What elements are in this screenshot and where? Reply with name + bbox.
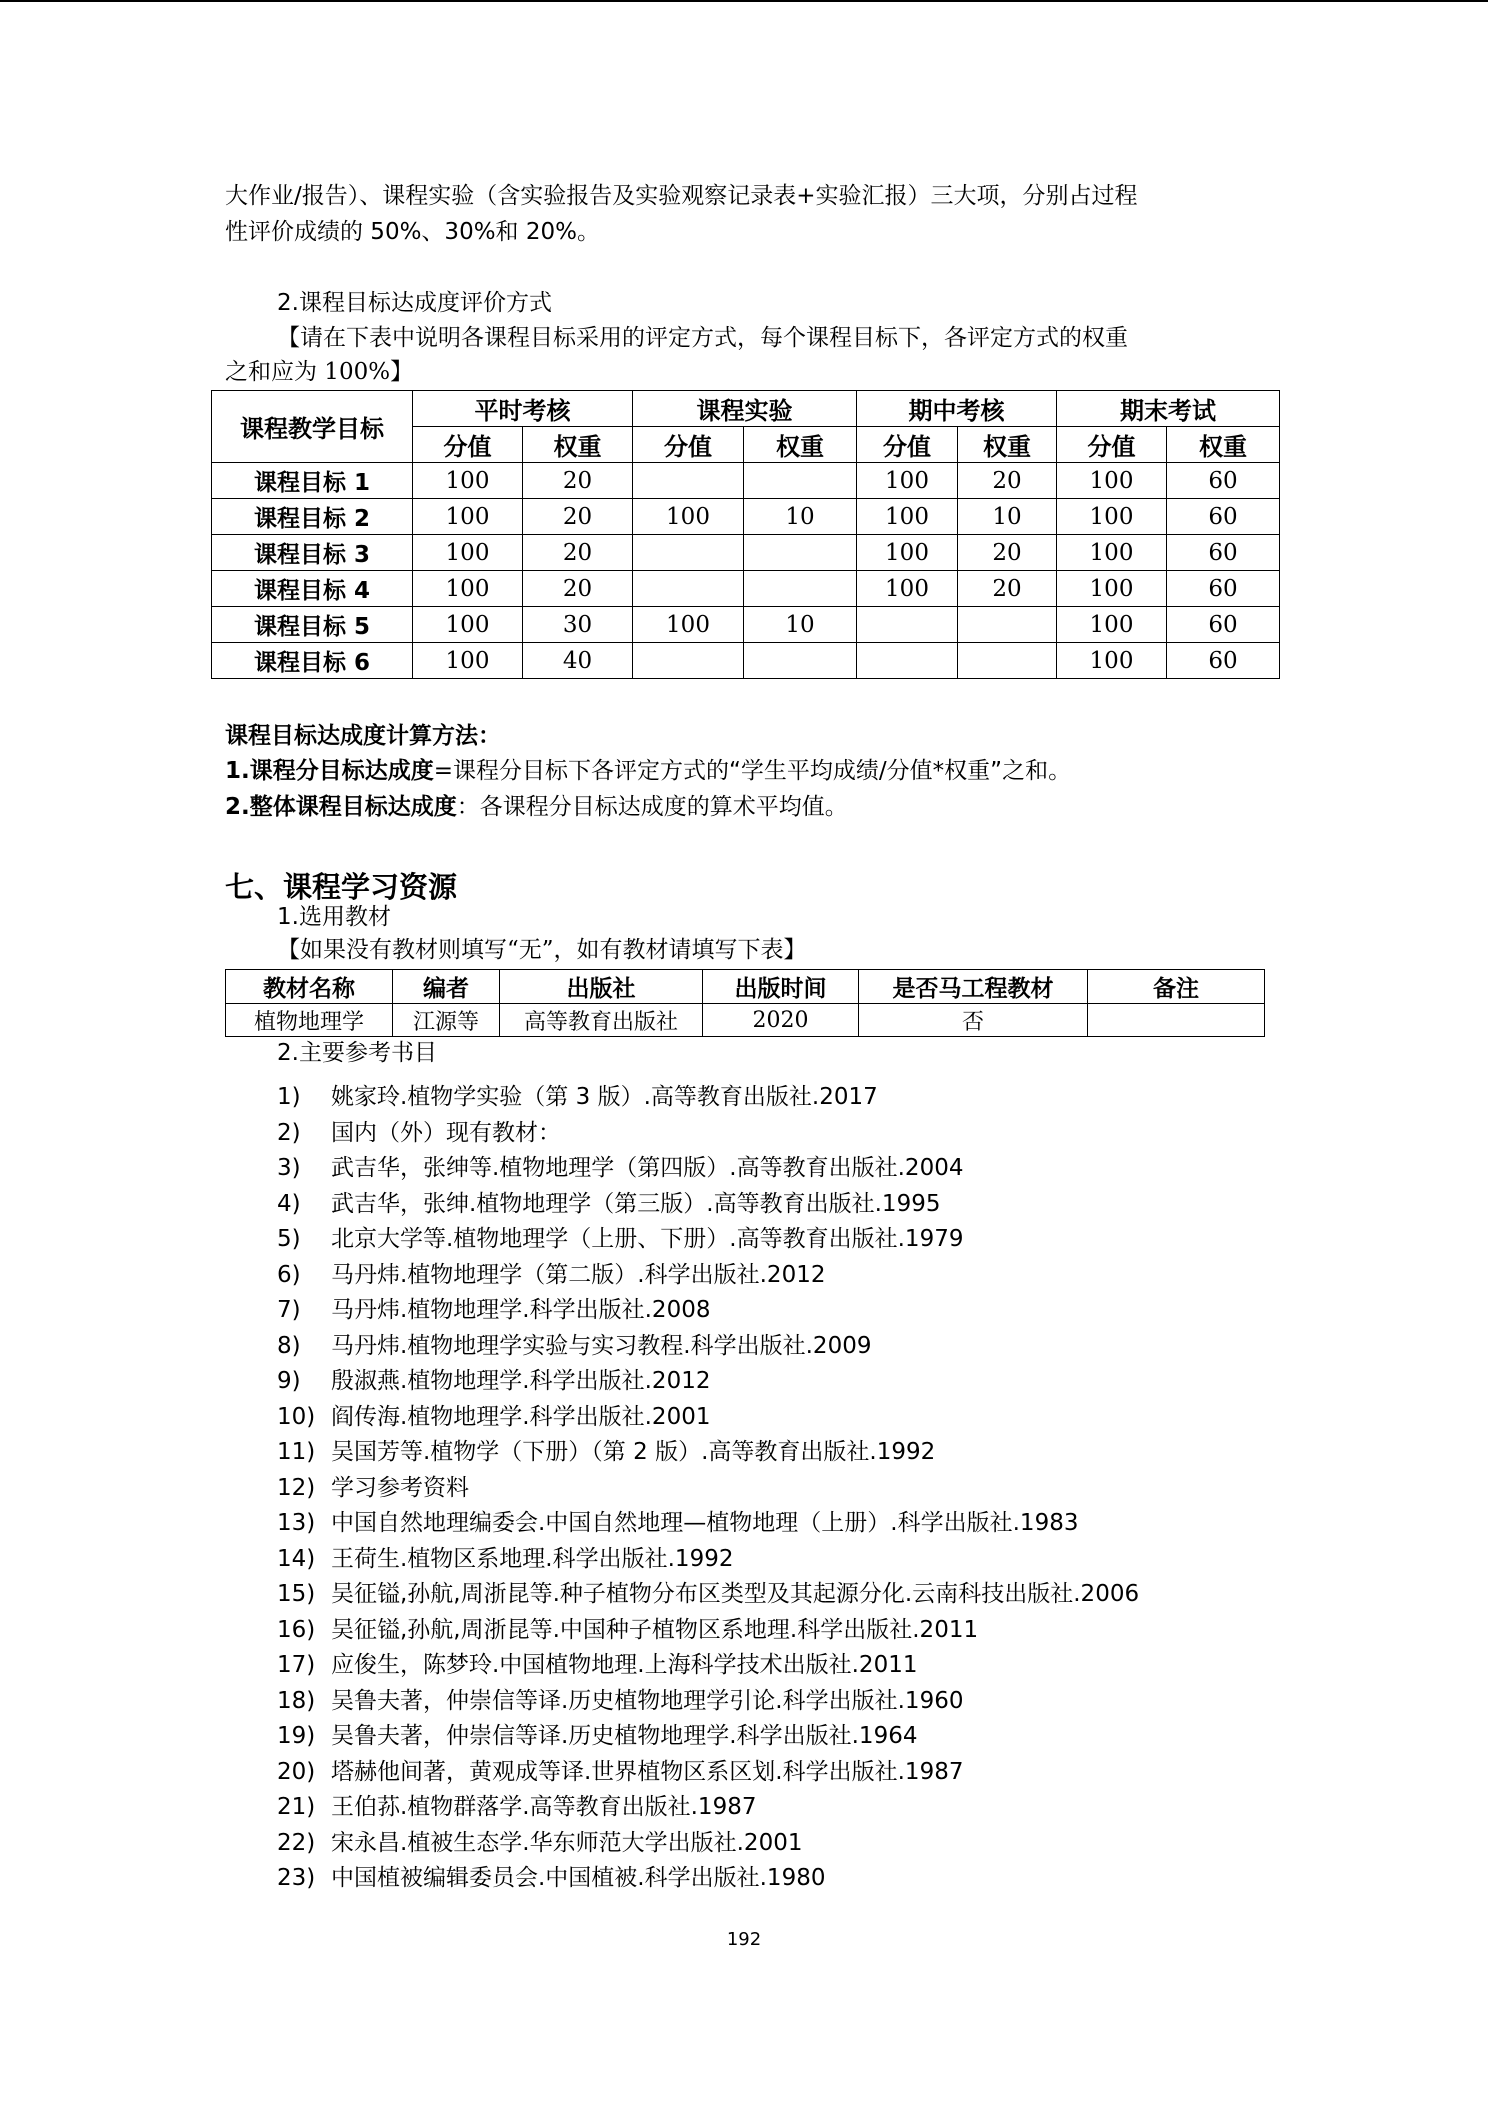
score-subheader: 分值: [857, 427, 958, 463]
list-item: [277, 1078, 878, 1111]
reference-number: 7): [277, 1297, 301, 1323]
calc-line-1-definition: =课程分目标下各评定方式的“学生平均成绩/分值*权重”之和。: [433, 758, 1072, 784]
list-item: [277, 1611, 978, 1644]
list-item: [277, 1362, 710, 1395]
score-cell: [857, 643, 958, 679]
reference-text: 武吉华，张绅.植物地理学（第三版）.高等教育出版社.1995: [331, 1190, 941, 1217]
reference-text: 应俊生，陈梦玲.中国植物地理.上海科学技术出版社.2011: [331, 1652, 918, 1678]
table-row: [212, 499, 1280, 535]
weight-cell: 20: [958, 463, 1057, 499]
score-cell: 100: [413, 499, 523, 535]
weight-cell: 60: [1167, 643, 1280, 679]
score-cell: 100: [1057, 571, 1167, 607]
page-top-border: [0, 0, 1488, 2]
reference-number: 17): [277, 1652, 316, 1678]
list-item: [277, 1824, 802, 1857]
list-item: [277, 1575, 1139, 1608]
textbook-header-name: 教材名称: [226, 970, 393, 1004]
reference-text: 王荷生.植物区系地理.科学出版社.1992: [331, 1545, 734, 1572]
goal-cell: 课程目标 6: [212, 643, 413, 679]
score-cell: 100: [413, 643, 523, 679]
table-row: [226, 1004, 1265, 1037]
weight-cell: 20: [958, 571, 1057, 607]
table-row: [212, 607, 1280, 643]
score-subheader: 分值: [1057, 427, 1167, 463]
page-number: 192: [726, 1929, 762, 1950]
textbook-header-year: 出版时间: [703, 970, 859, 1004]
score-cell: 100: [633, 607, 744, 643]
eval-group-header: 课程实验: [633, 391, 857, 427]
reference-text: 马丹炜.植物地理学（第二版）.科学出版社.2012: [331, 1261, 826, 1288]
list-item: [277, 1149, 963, 1182]
goal-cell: 课程目标 2: [212, 499, 413, 535]
intro-line-2: 性评价成绩的 50%、30%和 20%。: [225, 219, 600, 245]
weight-subheader: 权重: [523, 427, 633, 463]
textbook-heading: 1.选用教材: [277, 904, 391, 930]
weight-cell: 20: [958, 535, 1057, 571]
reference-number: 16): [277, 1616, 316, 1643]
reference-text: 武吉华，张绅等.植物地理学（第四版）.高等教育出版社.2004: [331, 1155, 964, 1181]
score-cell: [857, 607, 958, 643]
weight-cell: [744, 535, 857, 571]
table-row: [212, 535, 1280, 571]
table-row: [212, 571, 1280, 607]
reference-number: 19): [277, 1723, 316, 1749]
table-row: [212, 643, 1280, 679]
score-cell: 100: [857, 571, 958, 607]
table-row: [212, 463, 1280, 499]
score-cell: 100: [413, 463, 523, 499]
reference-number: 20): [277, 1758, 316, 1785]
textbook-header-official: 是否马工程教材: [859, 970, 1088, 1004]
eval-group-header: 期中考核: [857, 391, 1057, 427]
score-cell: [633, 571, 744, 607]
intro-line-1: 大作业/报告）、课程实验（含实验报告及实验观察记录表+实验汇报）三大项，分别占过程: [225, 183, 1138, 209]
weight-cell: [958, 607, 1057, 643]
weight-cell: 60: [1167, 463, 1280, 499]
weight-cell: 60: [1167, 499, 1280, 535]
reference-number: 23): [277, 1865, 316, 1891]
goal-cell: 课程目标 1: [212, 463, 413, 499]
reference-number: 11): [277, 1439, 316, 1465]
list-item: [277, 1788, 756, 1821]
score-subheader: 分值: [413, 427, 523, 463]
reference-text: 北京大学等.植物地理学（上册、下册）.高等教育出版社.1979: [331, 1226, 964, 1252]
score-cell: 100: [413, 535, 523, 571]
reference-number: 18): [277, 1687, 316, 1714]
textbook-year-cell: 2020: [703, 1004, 859, 1037]
list-item: [277, 1327, 871, 1360]
reference-text: 王伯荪.植物群落学.高等教育出版社.1987: [331, 1794, 757, 1820]
weight-cell: 10: [744, 499, 857, 535]
weight-cell: 60: [1167, 571, 1280, 607]
reference-text: 姚家玲.植物学实验（第 3 版）.高等教育出版社.2017: [331, 1084, 878, 1110]
reference-number: 5): [277, 1226, 301, 1252]
reference-text: 中国植被编辑委员会.中国植被.科学出版社.1980: [331, 1865, 826, 1891]
reference-text: 马丹炜.植物地理学实验与实习教程.科学出版社.2009: [331, 1332, 872, 1359]
weight-cell: 10: [958, 499, 1057, 535]
textbook-table: [225, 969, 1265, 1037]
list-item: [277, 1398, 710, 1431]
score-cell: 100: [1057, 535, 1167, 571]
textbook-publisher-cell: 高等教育出版社: [500, 1004, 703, 1037]
weight-subheader: 权重: [744, 427, 857, 463]
score-cell: 100: [857, 463, 958, 499]
eval-group-header: 平时考核: [413, 391, 633, 427]
score-cell: 100: [857, 535, 958, 571]
reference-text: 殷淑燕.植物地理学.科学出版社.2012: [331, 1368, 711, 1394]
reference-number: 12): [277, 1474, 316, 1501]
reference-number: 10): [277, 1403, 316, 1430]
textbook-note: 【如果没有教材则填写“无”，如有教材请填写下表】: [277, 937, 807, 963]
score-cell: 100: [633, 499, 744, 535]
weight-cell: 30: [523, 607, 633, 643]
calc-line-2: [225, 796, 848, 819]
reference-number: 15): [277, 1581, 316, 1607]
score-cell: 100: [1057, 463, 1167, 499]
reference-text: 塔赫他间著，黄观成等译.世界植物区系区划.科学出版社.1987: [331, 1758, 964, 1785]
score-cell: [633, 535, 744, 571]
reference-number: 14): [277, 1545, 316, 1572]
references-heading: 2.主要参考书目: [277, 1040, 437, 1066]
reference-number: 3): [277, 1155, 301, 1181]
textbook-header-remarks: 备注: [1088, 970, 1265, 1004]
list-item: [277, 1540, 733, 1573]
reference-text: 吴国芳等.植物学（下册）（第 2 版）.高等教育出版社.1992: [331, 1439, 936, 1465]
reference-text: 学习参考资料: [331, 1474, 469, 1501]
calc-line-2-definition: ：各课程分目标达成度的算术平均值。: [456, 794, 848, 820]
weight-cell: 20: [523, 535, 633, 571]
weight-cell: 20: [523, 499, 633, 535]
goal-cell: 课程目标 4: [212, 571, 413, 607]
list-item: [277, 1504, 1078, 1537]
evaluation-table-body: [212, 463, 1280, 679]
reference-number: 13): [277, 1510, 316, 1536]
textbook-official-cell: 否: [859, 1004, 1088, 1037]
reference-number: 21): [277, 1794, 316, 1820]
calc-method-title: 课程目标达成度计算方法：: [225, 723, 501, 749]
score-cell: 100: [1057, 499, 1167, 535]
reference-number: 8): [277, 1332, 301, 1359]
reference-number: 6): [277, 1261, 301, 1288]
section-2-note-line-1: 【请在下表中说明各课程目标采用的评定方式，每个课程目标下，各评定方式的权重: [277, 325, 1128, 351]
reference-text: 吴鲁夫著，仲崇信等译.历史植物地理学引论.科学出版社.1960: [331, 1687, 964, 1714]
weight-cell: [744, 463, 857, 499]
list-item: [277, 1753, 963, 1786]
score-cell: 100: [413, 571, 523, 607]
section-7-heading: 七、课程学习资源: [225, 870, 458, 904]
eval-group-header: 期末考试: [1057, 391, 1280, 427]
score-subheader: 分值: [633, 427, 744, 463]
calc-line-1: [225, 760, 1071, 783]
reference-text: 吴征镒,孙航,周浙昆等.种子植物分布区类型及其起源分化.云南科技出版社.2006: [331, 1581, 1140, 1607]
reference-number: 2): [277, 1119, 301, 1146]
score-cell: 100: [1057, 607, 1167, 643]
eval-table-corner-header: 课程教学目标: [212, 391, 413, 463]
calc-line-2-term: 2.整体课程目标达成度: [225, 794, 457, 820]
list-item: [277, 1469, 469, 1502]
weight-cell: [744, 643, 857, 679]
list-item: [277, 1256, 825, 1289]
list-item: [277, 1114, 561, 1147]
weight-cell: 60: [1167, 607, 1280, 643]
textbook-name-cell: 植物地理学: [226, 1004, 393, 1037]
score-cell: [633, 463, 744, 499]
weight-cell: 40: [523, 643, 633, 679]
goal-cell: 课程目标 3: [212, 535, 413, 571]
calc-line-1-term: 1.课程分目标达成度: [225, 758, 434, 784]
list-item: [277, 1220, 963, 1253]
section-2-note-line-2: 之和应为 100%】: [225, 359, 414, 385]
score-cell: 100: [857, 499, 958, 535]
weight-cell: 20: [523, 463, 633, 499]
list-item: [277, 1717, 917, 1750]
reference-text: 阎传海.植物地理学.科学出版社.2001: [331, 1403, 711, 1430]
section-2-heading: 2.课程目标达成度评价方式: [277, 290, 552, 316]
weight-cell: [744, 571, 857, 607]
reference-text: 吴鲁夫著，仲崇信等译.历史植物地理学.科学出版社.1964: [331, 1723, 918, 1749]
list-item: [277, 1859, 825, 1892]
textbook-header-editor: 编者: [393, 970, 500, 1004]
textbook-remarks-cell: [1088, 1004, 1265, 1037]
weight-cell: [958, 643, 1057, 679]
reference-text: 宋永昌.植被生态学.华东师范大学出版社.2001: [331, 1829, 803, 1856]
reference-number: 1): [277, 1084, 301, 1110]
reference-text: 马丹炜.植物地理学.科学出版社.2008: [331, 1297, 711, 1323]
reference-text: 吴征镒,孙航,周浙昆等.中国种子植物区系地理.科学出版社.2011: [331, 1616, 979, 1643]
reference-number: 9): [277, 1368, 301, 1394]
reference-number: 22): [277, 1829, 316, 1856]
score-cell: 100: [1057, 643, 1167, 679]
reference-text: 中国自然地理编委会.中国自然地理—植物地理（上册）.科学出版社.1983: [331, 1510, 1079, 1536]
reference-number: 4): [277, 1190, 301, 1217]
weight-cell: 60: [1167, 535, 1280, 571]
weight-cell: 10: [744, 607, 857, 643]
score-cell: [633, 643, 744, 679]
list-item: [277, 1291, 710, 1324]
weight-cell: 20: [523, 571, 633, 607]
list-item: [277, 1646, 917, 1679]
score-cell: 100: [413, 607, 523, 643]
list-item: [277, 1682, 963, 1715]
weight-subheader: 权重: [958, 427, 1057, 463]
textbook-editor-cell: 江源等: [393, 1004, 500, 1037]
list-item: [277, 1185, 940, 1218]
goal-cell: 课程目标 5: [212, 607, 413, 643]
textbook-header-publisher: 出版社: [500, 970, 703, 1004]
list-item: [277, 1433, 935, 1466]
reference-text: 国内（外）现有教材：: [331, 1119, 561, 1146]
evaluation-table: [211, 390, 1280, 679]
weight-subheader: 权重: [1167, 427, 1280, 463]
